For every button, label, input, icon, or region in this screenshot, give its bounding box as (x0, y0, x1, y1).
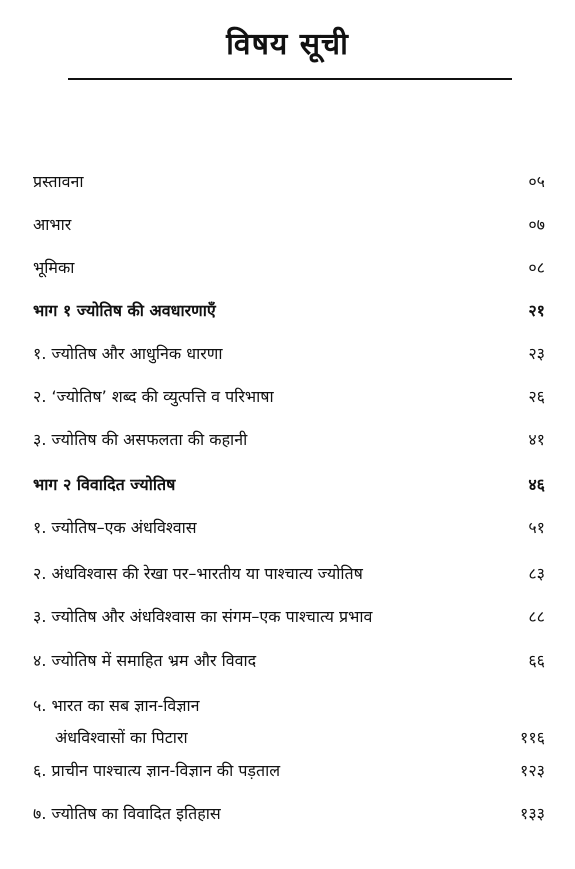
toc-entry-page: ८३ (528, 564, 545, 583)
toc-part-title: भाग १ ज्योतिष की अवधारणाएँ (33, 301, 216, 320)
toc-entry-page: १३३ (520, 804, 545, 823)
toc-entry-page: २३ (528, 344, 545, 363)
toc-entry-page: ८८ (528, 607, 545, 626)
toc-entry-title-line1: ५. भारत का सब ज्ञान-विज्ञान (33, 696, 200, 715)
toc-entry-title: आभार (33, 215, 72, 234)
toc-entry-title: प्रस्तावना (33, 172, 84, 191)
toc-entry-title: १. ज्योतिष और आधुनिक धारणा (33, 344, 223, 363)
toc-entry-page: ४१ (528, 430, 545, 449)
page-title: विषय सूची (226, 27, 349, 62)
toc-entry-page: ६६ (528, 651, 545, 670)
toc-entry-page: ४६ (528, 475, 545, 494)
toc-entry-page: १२३ (520, 761, 545, 780)
toc-entry-page: ०५ (528, 172, 545, 191)
toc-entry-title: २. ‘ज्योतिष’ शब्द की व्युत्पत्ति व परिभाषा (33, 387, 274, 406)
toc-entry-title: ३. ज्योतिष और अंधविश्वास का संगम–एक पाश्चात्य प्रभाव (33, 607, 373, 626)
toc-entry-page: २१ (528, 301, 545, 320)
toc-entry-title-line2: अंधविश्वासों का पिटारा (55, 728, 188, 747)
toc-entry-title: ४. ज्योतिष में समाहित भ्रम और विवाद (33, 651, 257, 670)
toc-part-title: भाग २ विवादित ज्योतिष (33, 475, 176, 494)
toc-entry-title: ६. प्राचीन पाश्चात्य ज्ञान-विज्ञान की पड़ताल (33, 761, 281, 780)
toc-entry-page: ११६ (520, 728, 545, 747)
toc-entry-title: १. ज्योतिष–एक अंधविश्वास (33, 518, 197, 537)
toc-entry-title: ३. ज्योतिष की असफलता की कहानी (33, 430, 248, 449)
toc-entry-title: ७. ज्योतिष का विवादित इतिहास (33, 804, 221, 823)
toc-entry-page: २६ (528, 387, 545, 406)
toc-entry-page: ५१ (528, 518, 545, 537)
toc-entry-title (33, 694, 200, 750)
toc-entry-title: भूमिका (33, 258, 75, 277)
toc-entry-title: २. अंधविश्वास की रेखा पर–भारतीय या पाश्चात्य ज्योतिष (33, 564, 363, 583)
toc-entry-page: ०८ (528, 258, 545, 277)
toc-entry-page: ०७ (528, 215, 545, 234)
